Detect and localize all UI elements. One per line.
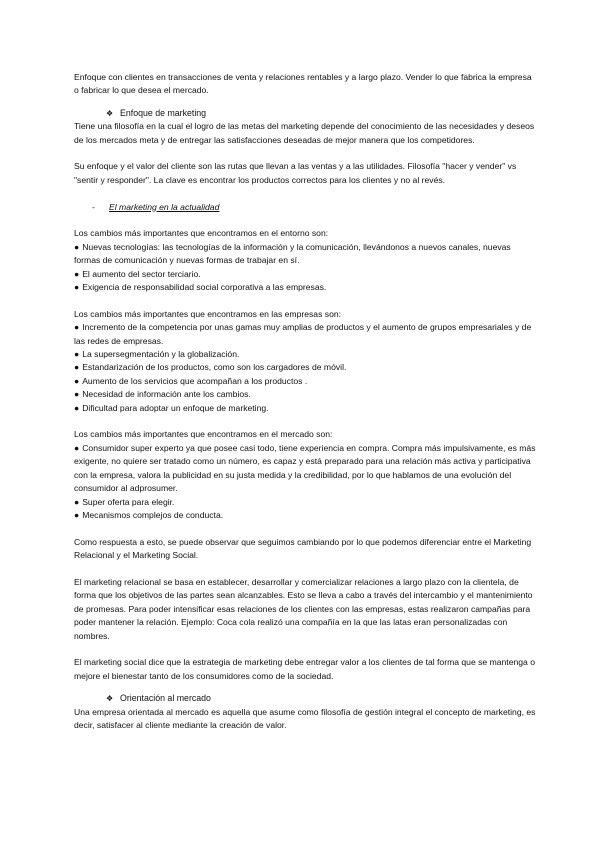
bullet-icon: ●: [74, 442, 80, 453]
relacional-paragraph: El marketing relacional se basa en establecer, desarrollar y comercializar relaciones a largo plazo con la clientela, de forma que los objetivos de las partes sean alcanzables. Esto se lleva a cabo a través del intercambio y el mantenimiento de promesas. Para poder intensificar esas relaciones de los clientes con las empresas, estas realizaron campañas para poder mantener la relación. Ejemplo: Coca cola realizó una compañía en la que las latas eran personalizadas con nombres.: [74, 576, 533, 641]
bullet-icon: ●: [74, 496, 80, 507]
orientacion-paragraph: Una empresa orientada al mercado es aquella que asume como filosofía de gestión integral el concepto de marketing, es decir, satisfacer al cliente mediante la creación de valor.: [74, 706, 536, 730]
mercado-list: [74, 442, 536, 522]
heading-orientacion-mercado: [106, 692, 536, 705]
diamond-bullet-icon: ❖: [106, 108, 114, 118]
marketing-paragraph-1: Tiene una filosofía en la cual el logro de las metas del marketing depende del conocimiento de las necesidades y deseos de los mercados meta y de entregar las satisfacciones deseadas de mejor manera que los competidores.: [74, 121, 535, 145]
respuesta-paragraph: Como respuesta a esto, se puede observar que seguimos cambiando por lo que podemos diferenciar entre el Marketing Relacional y el Marketing Social.: [74, 536, 532, 561]
list-item: ● Estandarización de los productos, como son los cargadores de móvil.: [74, 362, 347, 373]
list-item: ● Exigencia de responsabilidad social corporativa a las empresas.: [74, 282, 327, 293]
dash-bullet-icon: -: [92, 201, 95, 212]
list-item: ● Dificultad para adoptar un enfoque de marketing.: [74, 402, 269, 413]
entorno-list: [74, 241, 536, 295]
bullet-icon: ●: [74, 402, 80, 413]
heading-text: El marketing en la actualidad: [109, 201, 220, 212]
bullet-icon: ●: [74, 509, 80, 520]
empresas-intro: Los cambios más importantes que encontramos en las empresas son:: [74, 308, 342, 319]
list-item: ● Super oferta para elegir.: [74, 496, 175, 507]
bullet-icon: ●: [74, 268, 80, 279]
bullet-icon: ●: [74, 241, 80, 252]
heading-text: Enfoque de marketing: [120, 107, 207, 118]
diamond-bullet-icon: ❖: [106, 694, 114, 704]
heading-enfoque-marketing: [106, 107, 536, 120]
list-item: ● La supersegmentación y la globalización.: [74, 349, 240, 360]
social-paragraph: El marketing social dice que la estrategia de marketing debe entregar valor a los clientes de tal forma que se mantenga o mejore el bienestar tanto de los consumidores como de la sociedad.: [74, 657, 535, 681]
heading-marketing-actualidad: [92, 201, 536, 214]
entorno-intro: Los cambios más importantes que encontramos en el entorno son:: [74, 228, 329, 239]
intro-paragraph: Enfoque con clientes en transacciones de venta y relaciones rentables y a largo plazo. Vender lo que fabrica la empresa o fabricar lo que desea el mercado.: [74, 72, 532, 96]
bullet-icon: ●: [74, 375, 80, 386]
bullet-icon: ●: [74, 282, 80, 293]
list-item: ● Incremento de la competencia por unas gamas muy amplias de productos y el aumento de grupos empresariales y de las redes de empresas.: [74, 322, 532, 346]
list-item: ● El aumento del sector terciario.: [74, 268, 201, 279]
list-item: ● Necesidad de información ante los cambios.: [74, 389, 251, 400]
list-item: ● Nuevas tecnologías: las tecnologías de la información y la comunicación, llevándonos a nuevos canales, nuevas formas de comunicación y nuevas formas de trabajar en sí.: [74, 241, 511, 266]
bullet-icon: ●: [74, 322, 80, 333]
bullet-icon: ●: [74, 362, 80, 373]
list-item: ● Consumidor super experto ya que posee casi todo, tiene experiencia en compra. Compra más impulsivamente, es más exigente, no quiere ser tratado como un número, es capaz y está preparado para una relación más activa y participativa con la empresa, valora la publicidad en su justa medida y la credibilidad, por lo que hablamos de una evolución del consumidor al adprosumer.: [74, 442, 536, 494]
heading-text: Orientación al mercado: [120, 693, 211, 704]
empresas-list: [74, 321, 536, 415]
bullet-icon: ●: [74, 349, 80, 360]
bullet-icon: ●: [74, 389, 80, 400]
list-item: ● Aumento de los servicios que acompañan a los productos .: [74, 375, 308, 386]
marketing-paragraph-2: Su enfoque y el valor del cliente son las rutas que llevan a las ventas y a las utilidades. Filosofía "hacer y vender" vs "sentir y responder". La clave es encontrar los productos correctos para los clientes y no al revés.: [74, 161, 517, 185]
document-page: [74, 71, 536, 732]
mercado-intro: Los cambios más importantes que encontramos en el mercado son:: [74, 429, 333, 440]
list-item: ● Mecanismos complejos de conducta.: [74, 509, 224, 520]
